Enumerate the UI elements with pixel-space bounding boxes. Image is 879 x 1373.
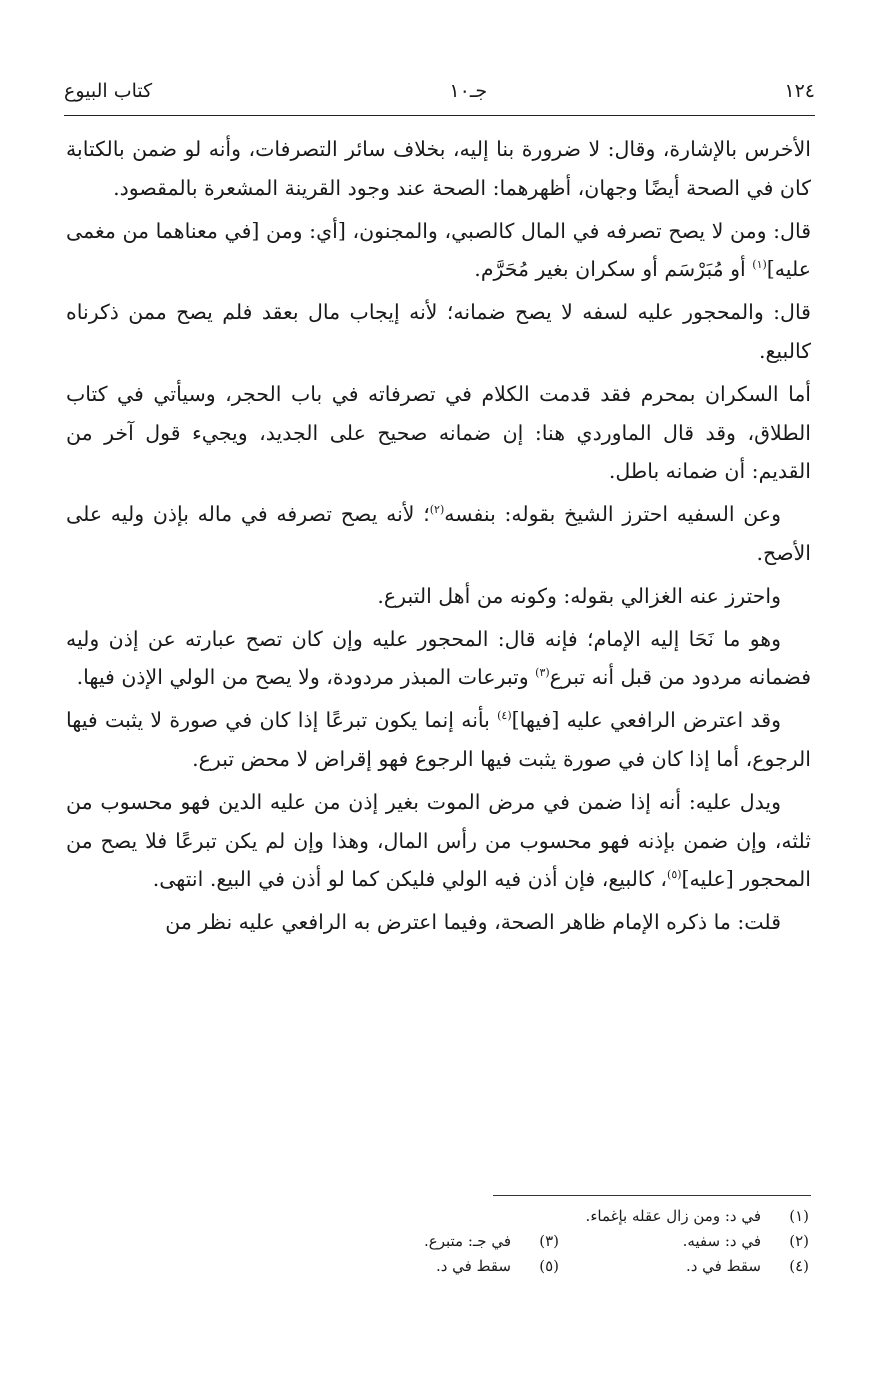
header-divider: [64, 115, 815, 116]
footnote: [559, 1204, 809, 1229]
paragraph-text: وتبرعات المبذر مردودة، ولا يصح من الولي الإذن فيها.: [76, 665, 536, 690]
paragraph-text: قال: ومن لا يصح تصرفه في المال كالصبي، والمجنون، [أي: ومن [في معناهما من مغمى عليه]: [66, 218, 811, 282]
footnote-number: (١): [789, 1207, 809, 1225]
main-text: [66, 130, 811, 946]
footnote: [379, 1254, 559, 1279]
page-header: [64, 74, 815, 108]
footnote-marker: (٤): [497, 709, 512, 723]
paragraph: [66, 130, 811, 208]
paragraph-text: بأنه إنما يكون تبرعًا إذا كان في صورة لا يثبت فيها الرجوع، أما إذا كان في صورة يثبت فيها الرجوع فهو إقراض لا محض تبرع.: [66, 708, 811, 771]
footnote: [559, 1229, 809, 1254]
paragraph: [66, 375, 811, 491]
paragraph: [66, 903, 811, 942]
paragraph: [66, 293, 811, 371]
paragraph-text: قال: والمحجور عليه لسفه لا يصح ضمانه؛ لأنه إيجاب مال بعقد فلم يصح ممن ذكرناه كالبيع.: [66, 300, 811, 363]
footnote-marker: (١): [752, 258, 767, 272]
footnote-row: [300, 1204, 809, 1229]
footnote-row: [300, 1229, 809, 1254]
footnote-row: [300, 1254, 809, 1279]
footnote: [379, 1229, 559, 1254]
paragraph: [66, 577, 811, 616]
footnote-number: (٢): [789, 1232, 809, 1250]
paragraph: [66, 701, 811, 779]
paragraph-text: ، كالبيع، فإن أذن فيه الولي فليكن كما لو أذن في البيع. انتهى.: [152, 867, 668, 892]
paragraph: [66, 620, 811, 698]
footnote-text: سقط في د.: [435, 1257, 511, 1275]
paragraph-text: واحترز عنه الغزالي بقوله: وكونه من أهل التبرع.: [377, 583, 781, 608]
paragraph-text: قلت: ما ذكره الإمام ظاهر الصحة، وفيما اعترض به الرافعي عليه نظر من: [165, 910, 781, 935]
paragraph-text: وعن السفيه احترز الشيخ بقوله: بنفسه: [444, 502, 782, 527]
footnote: [559, 1254, 809, 1279]
paragraph-text: الأخرس بالإشارة، وقال: لا ضرورة بنا إليه، بخلاف سائر التصرفات، وأنه لو ضمن بالكتابة كان في الصحة أيضًا وجهان، أظهرهما: الصحة عند وجود القرينة المشعرة بالمقصود.: [66, 137, 811, 200]
paragraph: [66, 212, 811, 290]
footnote-text: في جـ: متبرع.: [423, 1232, 511, 1250]
footnote-marker: (٣): [535, 666, 550, 680]
paragraph-text: وقد اعترض الرافعي عليه [فيها]: [511, 708, 781, 733]
footnote-number: (٤): [789, 1257, 809, 1275]
footnote-text: سقط في د.: [685, 1257, 761, 1275]
footnote-divider: [493, 1195, 811, 1196]
footnotes: [300, 1204, 809, 1279]
book-title: كتاب البيوع: [64, 80, 153, 102]
paragraph-text: ؛ لأنه يصح تصرفه في ماله بإذن وليه على الأصح.: [66, 502, 811, 565]
footnote-marker: (٥): [667, 868, 682, 882]
footnote-text: في د: سفيه.: [682, 1232, 761, 1250]
page-number: ١٢٤: [784, 80, 815, 102]
paragraph-text: ويدل عليه: أنه إذا ضمن في مرض الموت بغير إذن من عليه الدين فهو محسوب من ثلثه، وإن ضمن بإذنه فهو محسوب من رأس المال، وهذا وإن لم يكن تبرعًا فلا يصح من المحجور [عليه]: [66, 789, 811, 892]
footnote-number: (٥): [539, 1257, 559, 1275]
footnote-text: في د: ومن زال عقله بإغماء.: [585, 1207, 761, 1225]
paragraph: [66, 783, 811, 899]
volume-label: جـ١٠: [449, 80, 488, 102]
footnote-marker: (٢): [429, 503, 445, 517]
paragraph-text: أما السكران بمحرم فقد قدمت الكلام في تصرفاته في باب الحجر، وسيأتي في كتاب الطلاق، وقد قال الماوردي هنا: إن ضمانه صحيح على الجديد، ويجيء قول آخر من القديم: أن ضمانه باطل.: [66, 381, 811, 484]
paragraph-text: وهو ما نَحَا إليه الإمام؛ فإنه قال: المحجور عليه وإن كان تصح عبارته عن إذن وليه فضمانه مردود من قبل أنه تبرع: [66, 626, 811, 690]
paragraph-text: أو مُبَرْسَم أو سكران بغير مُحَرَّم.: [474, 257, 753, 282]
footnote-number: (٣): [539, 1232, 559, 1250]
paragraph: [66, 495, 811, 573]
